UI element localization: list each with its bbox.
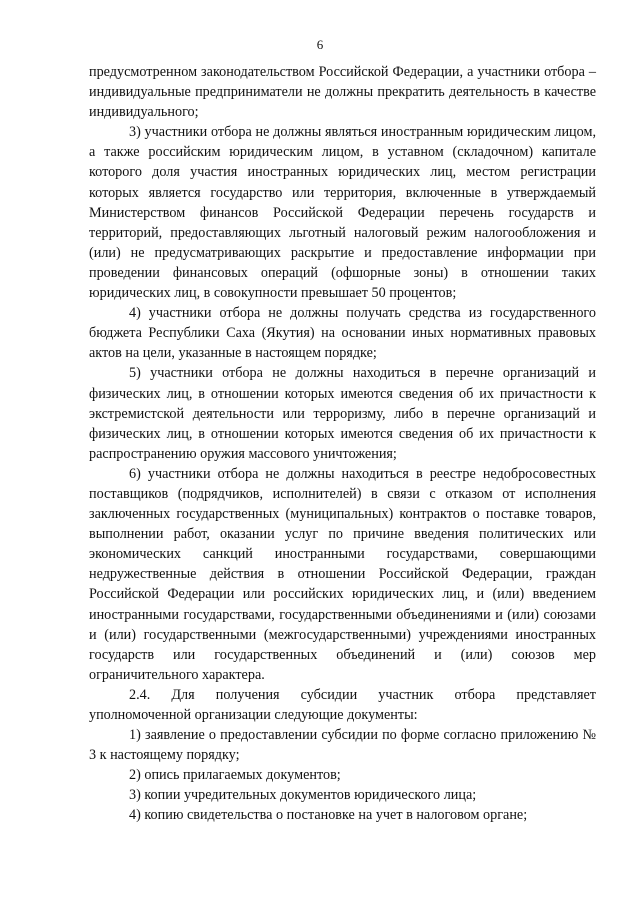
paragraph-item-5: 5) участники отбора не должны находиться в перечне организаций и физических лиц, в отношении которых имеются сведения об их причастности к экстремистской деятельности или терроризму, либо в перечне организаций и физических лиц, в отношении которых имеются сведения об их причастности к распространению оружия массового уничтожения; (89, 365, 596, 462)
paragraph-doc-1: 1) заявление о предоставлении субсидии по форме согласно приложению № 3 к настоящему порядку; (89, 727, 596, 764)
paragraph-doc-3: 3) копии учредительных документов юридического лица; (129, 787, 477, 804)
paragraph-item-4: 4) участники отбора не должны получать средства из государственного бюджета Республики Саха (Якутия) на основании иных нормативных правовых актов на цели, указанные в настоящем порядке; (89, 305, 596, 362)
paragraph-section-2-4: 2.4. Для получения субсидии участник отбора представляет уполномоченной организации следующие документы: (89, 686, 596, 723)
paragraph-doc-2: 2) опись прилагаемых документов; (129, 767, 341, 784)
document-body (89, 62, 596, 826)
page-number: 6 (316, 37, 324, 52)
paragraph-doc-4: 4) копию свидетельства о постановке на учет в налоговом органе; (129, 807, 528, 824)
paragraph-continuation: предусмотренном законодательством Российской Федерации, а участники отбора – индивидуальные предприниматели не должны прекратить деятельность в качестве индивидуального; (89, 64, 596, 121)
paragraph-item-6: 6) участники отбора не должны находиться в реестре недобросовестных поставщиков (подрядчиков, исполнителей) в связи с отказом от исполнения заключенных государственных (муниципальных) контрактов о поставке товаров, выполнении работ, оказании услуг по причине введения политических или экономических санкций иностранными государствами, совершающими недружественные действия в отношении Российской Федерации, граждан Российской Федерации или российских юридических лиц, и (или) введением иностранными государствами, государственными объединениями и (или) союзами и (или) государственными (межгосударственными) учреждениями иностранных государств или государственных объединений и (или) союзов мер ограничительного характера. (89, 465, 596, 683)
paragraph-item-3: 3) участники отбора не должны являться иностранным юридическим лицом, а также российским юридическим лицом, в уставном (складочном) капитале которого доля участия иностранных юридических лиц, местом регистрации которых является государство или территория, включенные в утверждаемый Министерством финансов Российской Федерации перечень государств и территорий, предоставляющих льготный налоговый режим налогообложения и (или) не предусматривающих раскрытие и предоставление информации при проведении финансовых операций (офшорные зоны) в отношении таких юридических лиц, в совокупности превышает 50 процентов; (89, 124, 596, 302)
